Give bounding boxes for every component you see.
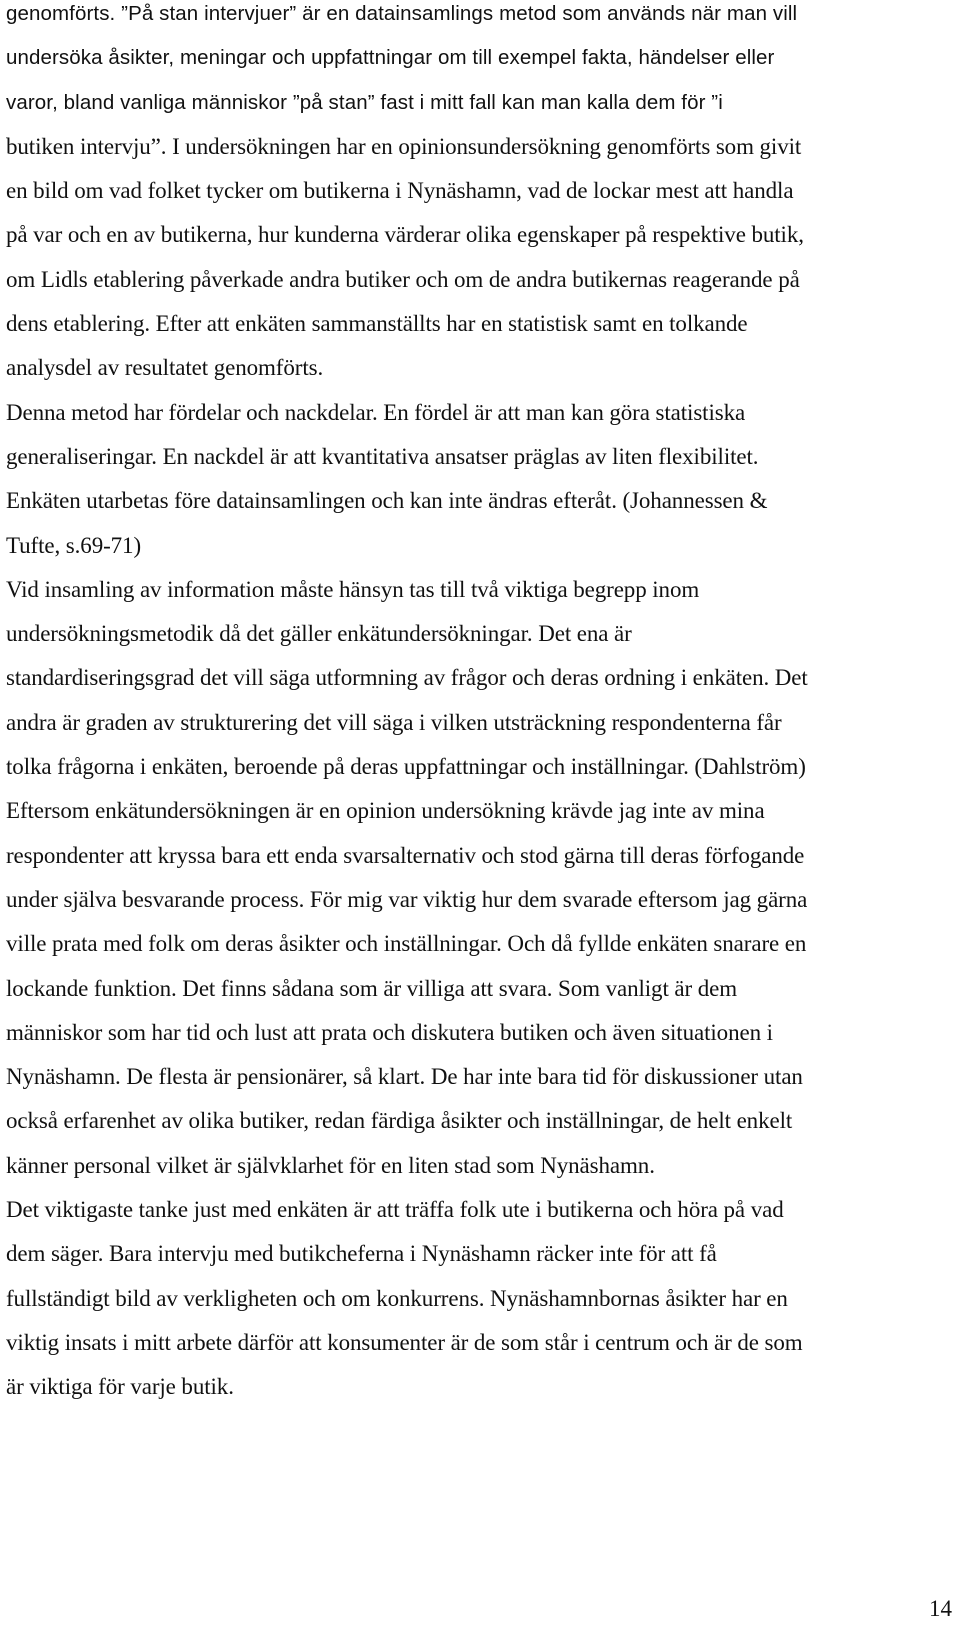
- text-line: Vid insamling av information måste hänsyn tas till två viktiga begrepp inom: [6, 576, 700, 602]
- text-line: Denna metod har fördelar och nackdelar. En fördel är att man kan göra statistiska: [6, 399, 746, 425]
- text-line: om Lidls etablering påverkade andra butiker och om de andra butikernas reagerande på: [6, 266, 800, 292]
- page-number: 14: [929, 1596, 952, 1621]
- text-line: genomförts. ”På stan intervjuer” är en datainsamlings metod som används när man vill: [6, 2, 798, 25]
- text-line: analysdel av resultatet genomförts.: [6, 355, 324, 381]
- text-line: dem säger. Bara intervju med butikcheferna i Nynäshamn räcker inte för att få: [6, 1241, 717, 1267]
- text-line: respondenter att kryssa bara ett enda svarsalternativ och stod gärna till deras förfogande: [6, 842, 805, 868]
- text-line: butiken intervju”. I undersökningen har en opinionsundersökning genomförts som givit: [6, 133, 802, 159]
- text-line: är viktiga för varje butik.: [6, 1374, 234, 1400]
- text-line: viktig insats i mitt arbete därför att konsumenter är de som står i centrum och är de som: [6, 1329, 803, 1355]
- text-line: fullständigt bild av verkligheten och om konkurrens. Nynäshamnbornas åsikter har en: [6, 1285, 788, 1311]
- text-line: andra är graden av strukturering det vill säga i vilken utsträckning respondenterna får: [6, 709, 782, 735]
- text-line: Tufte, s.69-71): [6, 532, 142, 558]
- text-line: också erfarenhet av olika butiker, redan färdiga åsikter och inställningar, de helt enkelt: [6, 1108, 793, 1134]
- text-line: Enkäten utarbetas före datainsamlingen och kan inte ändras efteråt. (Johannessen &: [6, 488, 768, 514]
- text-line: tolka frågorna i enkäten, beroende på deras uppfattningar och inställningar. (Dahlström): [6, 754, 806, 780]
- text-line: standardiseringsgrad det vill säga utformning av frågor och deras ordning i enkäten. Det: [6, 665, 808, 691]
- text-line: Eftersom enkätundersökningen är en opinion undersökning krävde jag inte av mina: [6, 798, 765, 824]
- text-line: undersöka åsikter, meningar och uppfattningar om till exempel fakta, händelser eller: [6, 46, 775, 70]
- text-line: undersökningsmetodik då det gäller enkätundersökningar. Det ena är: [6, 621, 632, 647]
- text-line: känner personal vilket är självklarhet för en liten stad som Nynäshamn.: [6, 1152, 655, 1178]
- document-body: [6, 0, 926, 1410]
- text-line: Det viktigaste tanke just med enkäten är att träffa folk ute i butikerna och höra på vad: [6, 1197, 784, 1223]
- text-line: generaliseringar. En nackdel är att kvantitativa ansatser präglas av liten flexibilitet.: [6, 443, 759, 469]
- text-line: ville prata med folk om deras åsikter och inställningar. Och då fyllde enkäten snarare en: [6, 931, 807, 957]
- text-line: under själva besvarande process. För mig var viktig hur dem svarade eftersom jag gärna: [6, 886, 808, 912]
- text-line: på var och en av butikerna, hur kunderna värderar olika egenskaper på respektive butik,: [6, 222, 804, 248]
- text-line: dens etablering. Efter att enkäten sammanställts har en statistisk samt en tolkande: [6, 311, 748, 337]
- text-line: varor, bland vanliga människor ”på stan” fast i mitt fall kan man kalla dem för ”i: [6, 90, 723, 114]
- text-line: lockande funktion. Det finns sådana som är villiga att svara. Som vanligt är dem: [6, 975, 738, 1001]
- text-line: en bild om vad folket tycker om butikerna i Nynäshamn, vad de lockar mest att handla: [6, 178, 794, 204]
- text-line: Nynäshamn. De flesta är pensionärer, så klart. De har inte bara tid för diskussioner utan: [6, 1064, 803, 1090]
- text-line: människor som har tid och lust att prata och diskutera butiken och även situationen i: [6, 1019, 773, 1045]
